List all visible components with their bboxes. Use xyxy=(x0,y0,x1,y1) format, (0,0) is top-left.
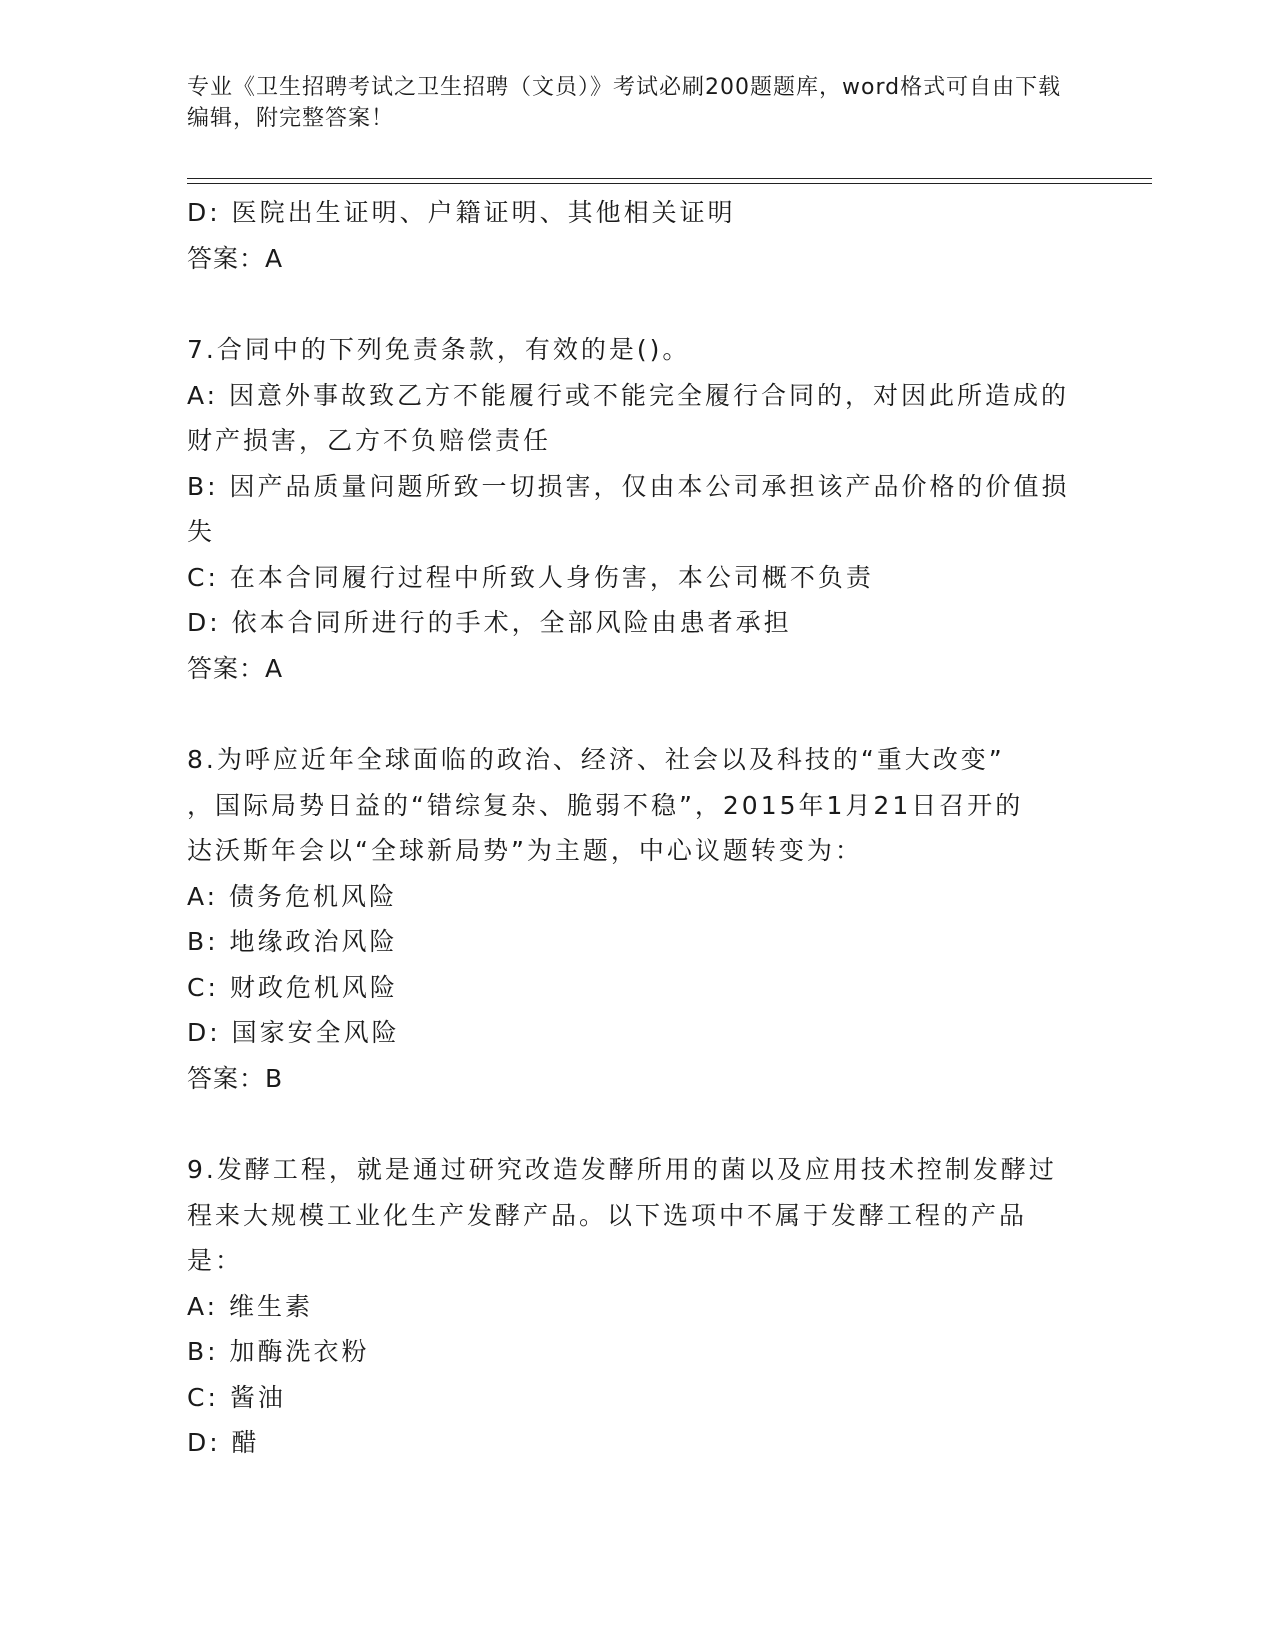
question-block-6 xyxy=(187,190,1087,281)
q8-answer: 答案：B xyxy=(187,1063,284,1093)
q7-option-d: D: 依本合同所进行的手术，全部风险由患者承担 xyxy=(187,608,792,637)
q9-option-d: D: 醋 xyxy=(187,1428,260,1457)
header-divider-top xyxy=(187,178,1152,179)
question-block-9 xyxy=(187,1147,1087,1466)
q8-option-d: D: 国家安全风险 xyxy=(187,1018,400,1047)
q8-option-a: A: 债务危机风险 xyxy=(187,881,398,911)
spacer xyxy=(187,1101,1087,1147)
q9-option-c: C: 酱油 xyxy=(187,1382,286,1412)
q8-option-b: B: 地缘政治风险 xyxy=(187,927,398,956)
q9-option-b: B: 加酶洗衣粉 xyxy=(187,1337,370,1366)
q7-option-c: C: 在本合同履行过程中所致人身伤害，本公司概不负责 xyxy=(187,562,874,592)
spacer xyxy=(187,691,1087,737)
question-block-8 xyxy=(187,737,1087,1101)
q8-stem-line-3: 达沃斯年会以“全球新局势”为主题，中心议题转变为： xyxy=(187,836,863,865)
document-header: 专业《卫生招聘考试之卫生招聘（文员）》考试必刷200题题库，word格式可自由下载编辑，附完整答案！ xyxy=(187,75,1062,131)
q7-option-b: B: 因产品质量问题所致一切损害，仅由本公司承担该产品价格的价值损失 xyxy=(187,471,1070,546)
header-divider-bottom xyxy=(187,183,1152,184)
q8-stem-line-2: ，国际局势日益的“错综复杂、脆弱不稳”，2015年1月21日召开的 xyxy=(187,790,1024,820)
q7-answer: 答案：A xyxy=(187,653,284,683)
spacer xyxy=(187,281,1087,327)
q6-option-d: D: 医院出生证明、户籍证明、其他相关证明 xyxy=(187,198,736,227)
q7-stem: 7.合同中的下列免责条款，有效的是()。 xyxy=(187,335,691,364)
q6-answer: 答案：A xyxy=(187,243,284,273)
q8-stem-line-1: 8.为呼应近年全球面临的政治、经济、社会以及科技的“重大改变” xyxy=(187,745,1005,774)
q9-stem: 9.发酵工程，就是通过研究改造发酵所用的菌以及应用技术控制发酵过程来大规模工业化生产发酵产品。以下选项中不属于发酵工程的产品是： xyxy=(187,1155,1057,1275)
q7-option-a: A: 因意外事故致乙方不能履行或不能完全履行合同的，对因此所造成的财产损害，乙方不负赔偿责任 xyxy=(187,380,1070,455)
q9-option-a: A: 维生素 xyxy=(187,1291,314,1321)
question-block-7 xyxy=(187,327,1087,691)
question-list xyxy=(187,190,1087,1466)
q8-option-c: C: 财政危机风险 xyxy=(187,972,398,1002)
